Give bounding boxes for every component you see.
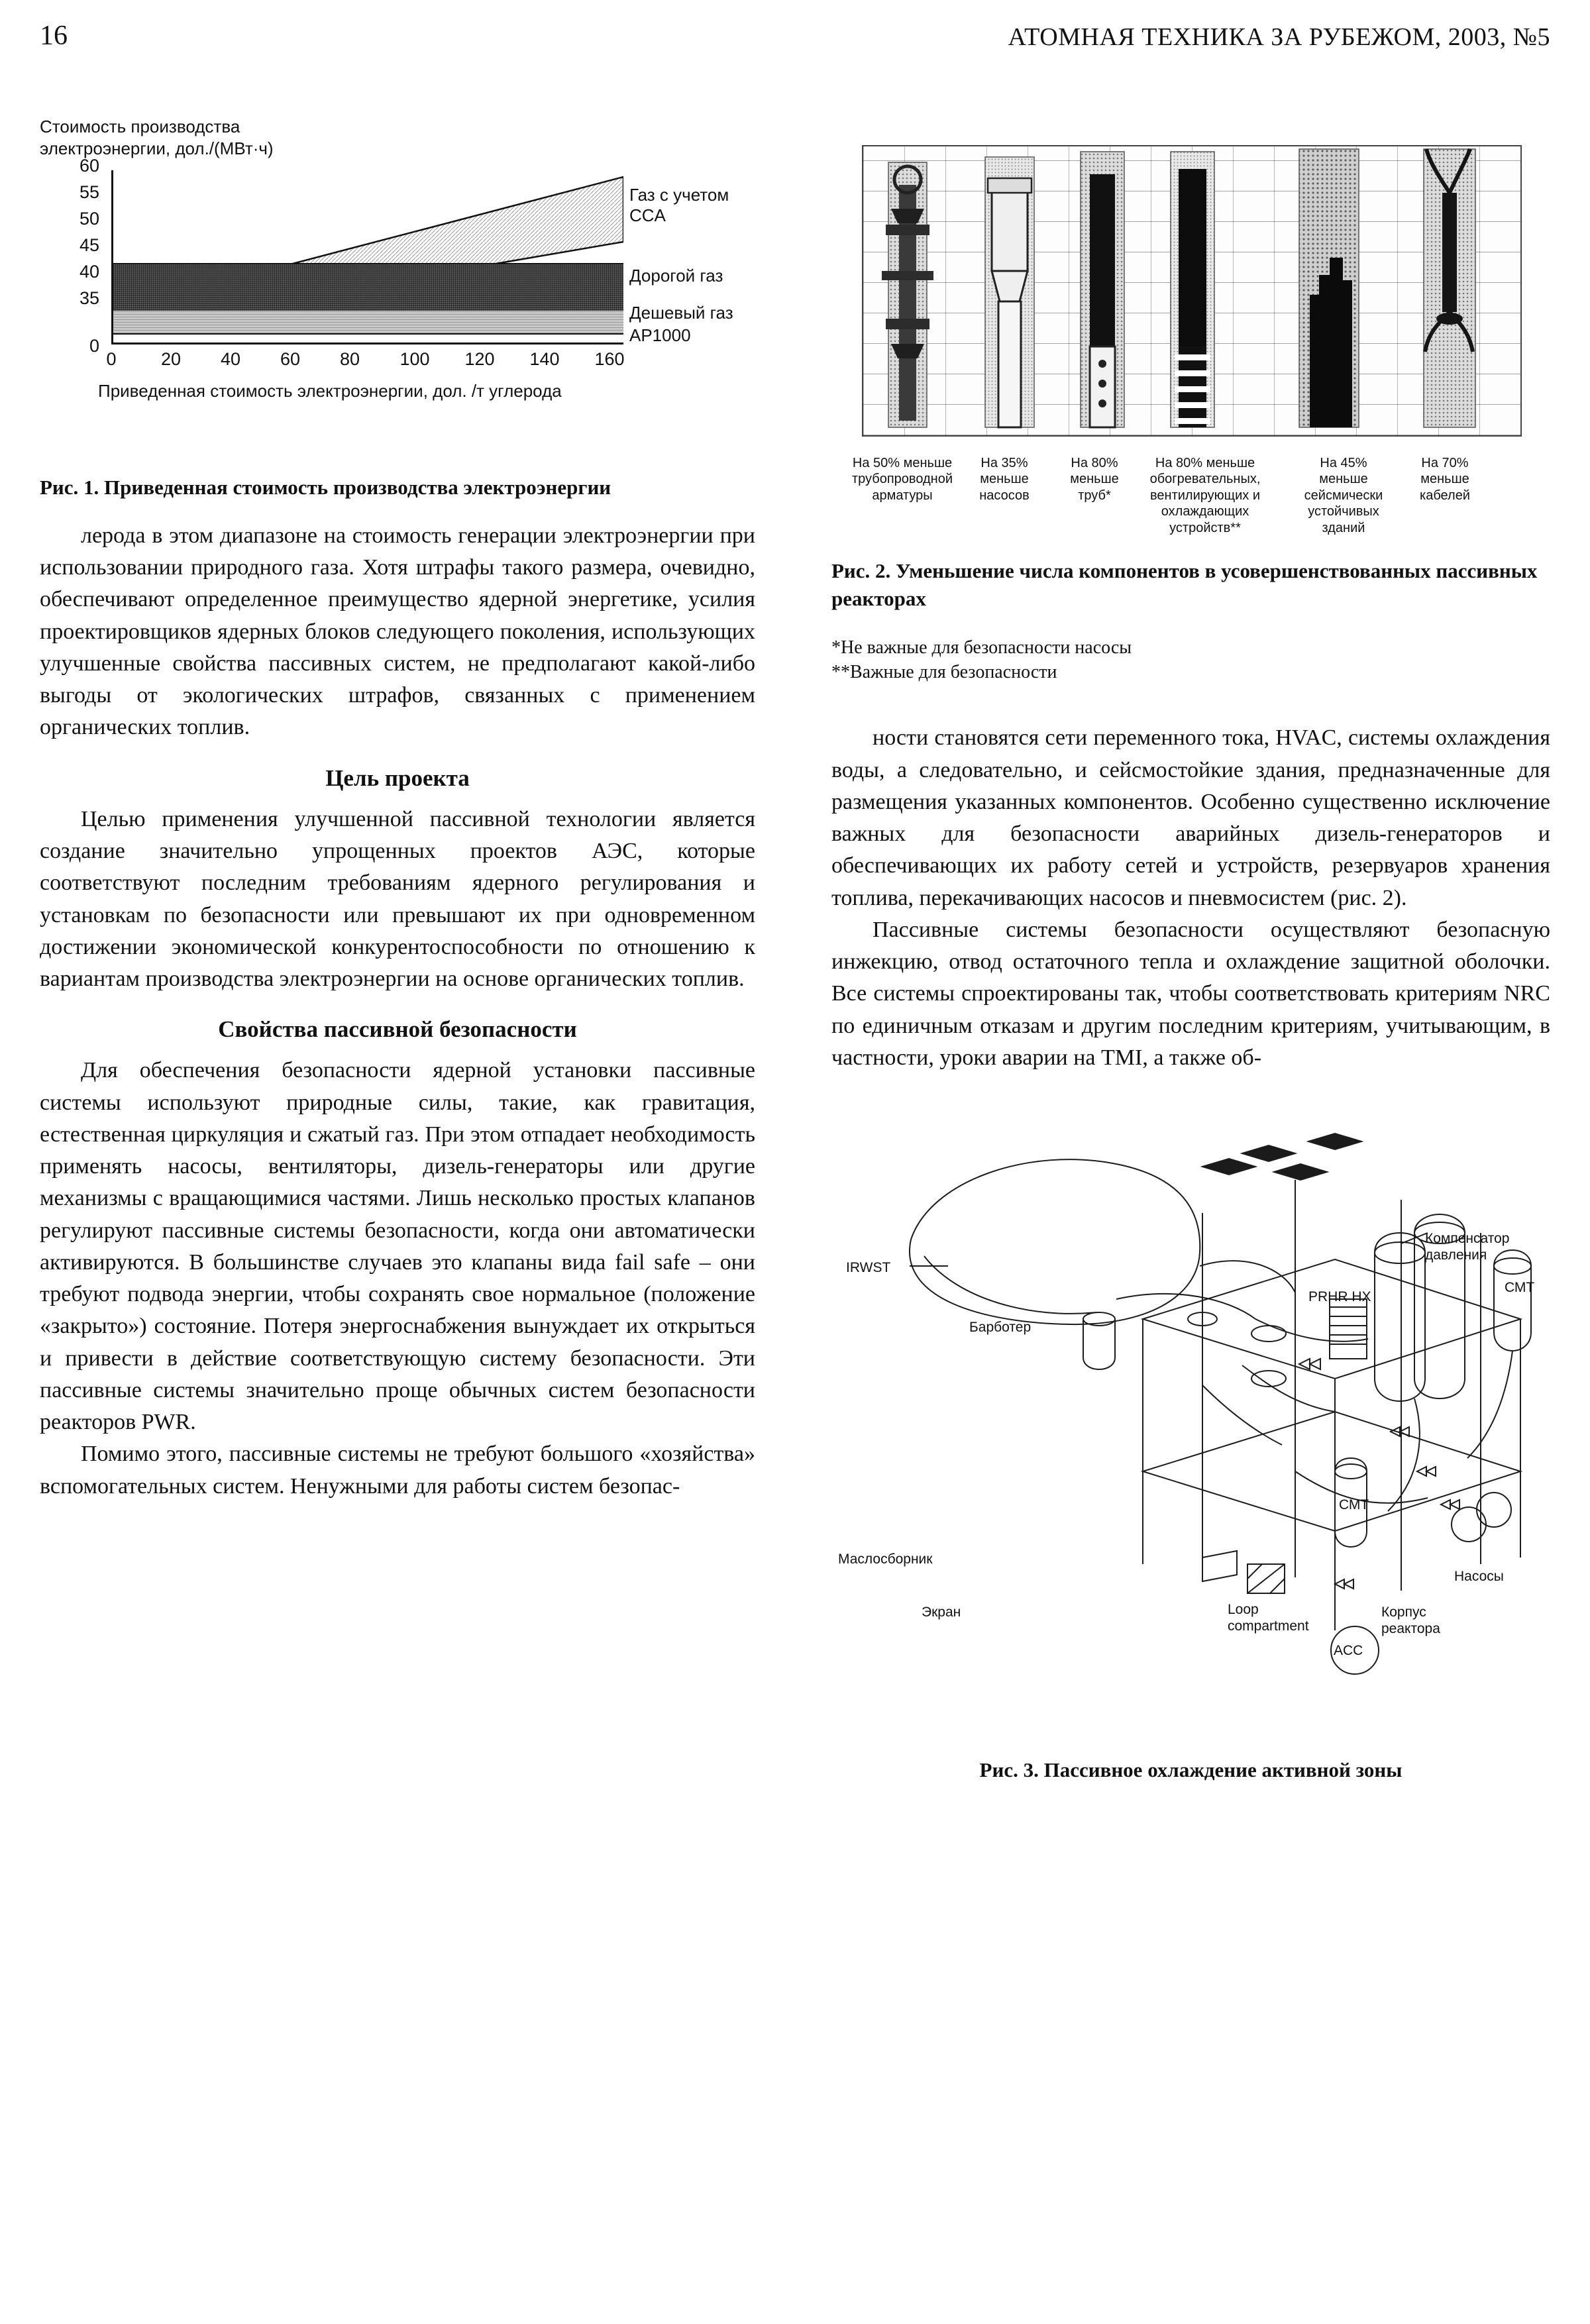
figure-3-caption: Рис. 3. Пассивное охлаждение активной зоны xyxy=(979,1758,1403,1782)
chart-x-ticks xyxy=(93,349,649,376)
x-tick-80: 80 xyxy=(339,349,360,369)
figure-1 xyxy=(40,116,755,474)
figure-2-label-cables: На 70% меньше кабелей xyxy=(1420,456,1470,503)
paragraph: Для обеспечения безопасности ядерной установки пассивные системы используют природные силы, такие, как гравитация, естественная циркуляция и сжатый газ. При этом отпадает необходимость применять насосы, вентиляторы, дизель-генераторы или другие механизмы с вращающимися частями. Лишь несколько простых клапанов регулируют пассивные системы безопасности, когда они автоматически активируются. В большинстве случаев это клапаны вида fail safe – они требуют подвода энергии, чтобы сохранять свое нормальное (положение «закрыто») состояние. Потеря энергоснабжения вынуждает их открыться и привести в действие соответствующую систему безопасности. Эти пассивные системы значительно проще обычных систем безопасности реакторов PWR. xyxy=(40,1058,755,1435)
series-expensive-gas xyxy=(113,263,623,313)
right-column xyxy=(831,116,1550,1784)
component-pumps xyxy=(985,157,1034,427)
y-tick-0: 0 xyxy=(89,336,99,356)
x-tick-20: 20 xyxy=(160,349,182,369)
chart-y-ticks xyxy=(60,156,99,354)
y-tick-60: 60 xyxy=(79,156,99,176)
x-tick-120: 120 xyxy=(464,349,495,369)
left-column xyxy=(40,116,755,1503)
figure-3-label-pressurizer: Компенсатор давления xyxy=(1425,1231,1510,1263)
y-tick-55: 55 xyxy=(79,182,99,202)
paragraph: Целью применения улучшенной пассивной технологии является создание значительно упрощенных проектов АЭС, которые соответствуют последним требованиям ядерного регулирования и установкам по безопасности или превышают их при одновременном достижении экономической конкурентоспособности по отношению к вариантам производства электроэнергии на основе органических топлив. xyxy=(40,806,755,992)
chart-y-axis-title xyxy=(40,116,274,159)
component-pipes xyxy=(1081,152,1124,427)
figure-3-label-pumps: Насосы xyxy=(1454,1569,1504,1585)
running-title: АТОМНАЯ ТЕХНИКА ЗА РУБЕЖОМ, 2003, №5 xyxy=(1008,23,1550,51)
figure-3-label-irwst: IRWST xyxy=(846,1260,891,1276)
series-cheap-gas-ap1000 xyxy=(113,311,623,335)
series-label-gas-cca-line1: Газ с учетом xyxy=(629,185,729,205)
figure-2-label-row xyxy=(843,455,1538,541)
figure-2-label-seismic: На 45% меньше сейсмически устойчивых зданий xyxy=(1304,456,1383,535)
figure-2-image xyxy=(843,116,1538,460)
right-column-body xyxy=(831,722,1550,1074)
chart-x-axis-title: Приведенная стоимость электроэнергии, дол. /т углерода xyxy=(98,381,562,401)
figure-3-label-loop-compartment: Loop compartment xyxy=(1228,1602,1309,1634)
series-label-gas-cca xyxy=(629,185,729,226)
x-tick-140: 140 xyxy=(529,349,560,369)
figure-3-label-acc: ACC xyxy=(1334,1643,1363,1659)
series-label-cheap-gas: Дешевый газ xyxy=(629,303,733,323)
chart-plot-area xyxy=(113,170,623,343)
page-number: 16 xyxy=(40,21,68,51)
x-tick-40: 40 xyxy=(220,349,241,369)
chart-y-axis-title-line2: электроэнергии, дол./(МВт·ч) xyxy=(40,138,274,158)
component-valves xyxy=(882,162,933,427)
component-hvac xyxy=(1171,152,1214,427)
figure-3-label-cmt-right: СМТ xyxy=(1505,1280,1535,1296)
paragraph: лерода в этом диапазоне на стоимость генерации электроэнергии при использовании природного газа. Хотя штрафы такого размера, очевидно, обеспечивают определенное преимущество ядерной энергетике, усилия проектировщиков ядерных блоков следующего поколения, использующих улучшенные свойства пассивных систем, не предполагают какой-либо выгоды от экологических штрафов, связанных с применением органических топлив. xyxy=(40,523,755,740)
figure-2-components xyxy=(862,145,1519,434)
y-tick-35: 35 xyxy=(79,288,99,308)
component-seismic-buildings xyxy=(1299,149,1359,427)
chart-plot-box xyxy=(111,170,623,344)
paragraph: Пассивные системы безопасности осуществляют безопасную инжекцию, отвод остаточного тепла и охлаждение защитной оболочки. Все системы спроектированы так, чтобы соответствовать критериям NRC по единичным отказам и другим последним критериям, учитывающим, в частности, уроки аварии на TMI, а также об- xyxy=(831,917,1550,1070)
series-label-expensive-gas: Дорогой газ xyxy=(629,266,723,286)
y-tick-50: 50 xyxy=(79,209,99,229)
y-tick-45: 45 xyxy=(79,235,99,255)
x-tick-0: 0 xyxy=(106,349,117,369)
figure-3 xyxy=(831,1100,1550,1763)
figure-3-label-reactor-vessel: Корпус реактора xyxy=(1381,1605,1440,1637)
subheading-project-goal: Цель проекта xyxy=(325,765,470,791)
left-column-body xyxy=(40,520,755,1503)
figure-2-caption: Рис. 2. Уменьшение числа компонентов в усовершенствованных пассивных реакторах xyxy=(831,559,1538,610)
figure-3-label-cmt-lower: СМТ xyxy=(1339,1497,1369,1513)
figure-3-label-barboter: Барботер xyxy=(969,1320,1032,1336)
figure-3-label-prhr-hx: PRHR HX xyxy=(1308,1289,1371,1305)
series-label-gas-cca-line2: CCA xyxy=(629,205,666,226)
series-label-ap1000: AP1000 xyxy=(629,325,691,345)
figure-2 xyxy=(831,116,1550,553)
figure-2-label-valves: На 50% меньше трубопроводной арматуры xyxy=(851,456,953,503)
figure-2-label-pumps: На 35% меньше насосов xyxy=(979,456,1030,503)
component-cables xyxy=(1424,149,1475,427)
x-tick-160: 160 xyxy=(594,349,625,369)
figure-3-label-screen: Экран xyxy=(922,1605,961,1620)
paragraph: Помимо этого, пассивные системы не требуют большого «хозяйства» вспомогательных систем. Ненужными для работы систем безопас- xyxy=(40,1442,755,1499)
y-tick-40: 40 xyxy=(79,262,99,282)
figure-1-caption: Рис. 1. Приведенная стоимость производства электроэнергии xyxy=(40,476,611,499)
x-tick-60: 60 xyxy=(280,349,301,369)
x-tick-100: 100 xyxy=(399,349,430,369)
figure-3-label-oil-collector: Маслосборник xyxy=(838,1552,933,1567)
figure-2-footnote-1: *Не важные для безопасности насосы xyxy=(831,637,1132,658)
figure-2-footnote-2: **Важные для безопасности xyxy=(831,662,1057,683)
page-header xyxy=(40,20,1550,66)
figure-2-label-pipes: На 80% меньше труб* xyxy=(1070,456,1119,503)
subheading-passive-safety: Свойства пассивной безопасности xyxy=(218,1016,577,1043)
paragraph: ности становятся сети переменного тока, HVAC, системы охлаждения воды, а следовательно, и сейсмостойкие здания, предназначенные для размещения указанных компонентов. Особенно существенно исключение важных для безопасности аварийных дизель-генераторов и обеспечивающих их работу сетей и устройств, резервуаров хранения топлива, перекачивающих насосов и пневмосистем (рис. 2). xyxy=(831,725,1550,910)
figure-2-label-hvac: На 80% меньше обогревательных, вентилирующих и охлаждающих устройств** xyxy=(1149,456,1261,535)
chart-y-axis-title-line1: Стоимость производства xyxy=(40,117,240,136)
